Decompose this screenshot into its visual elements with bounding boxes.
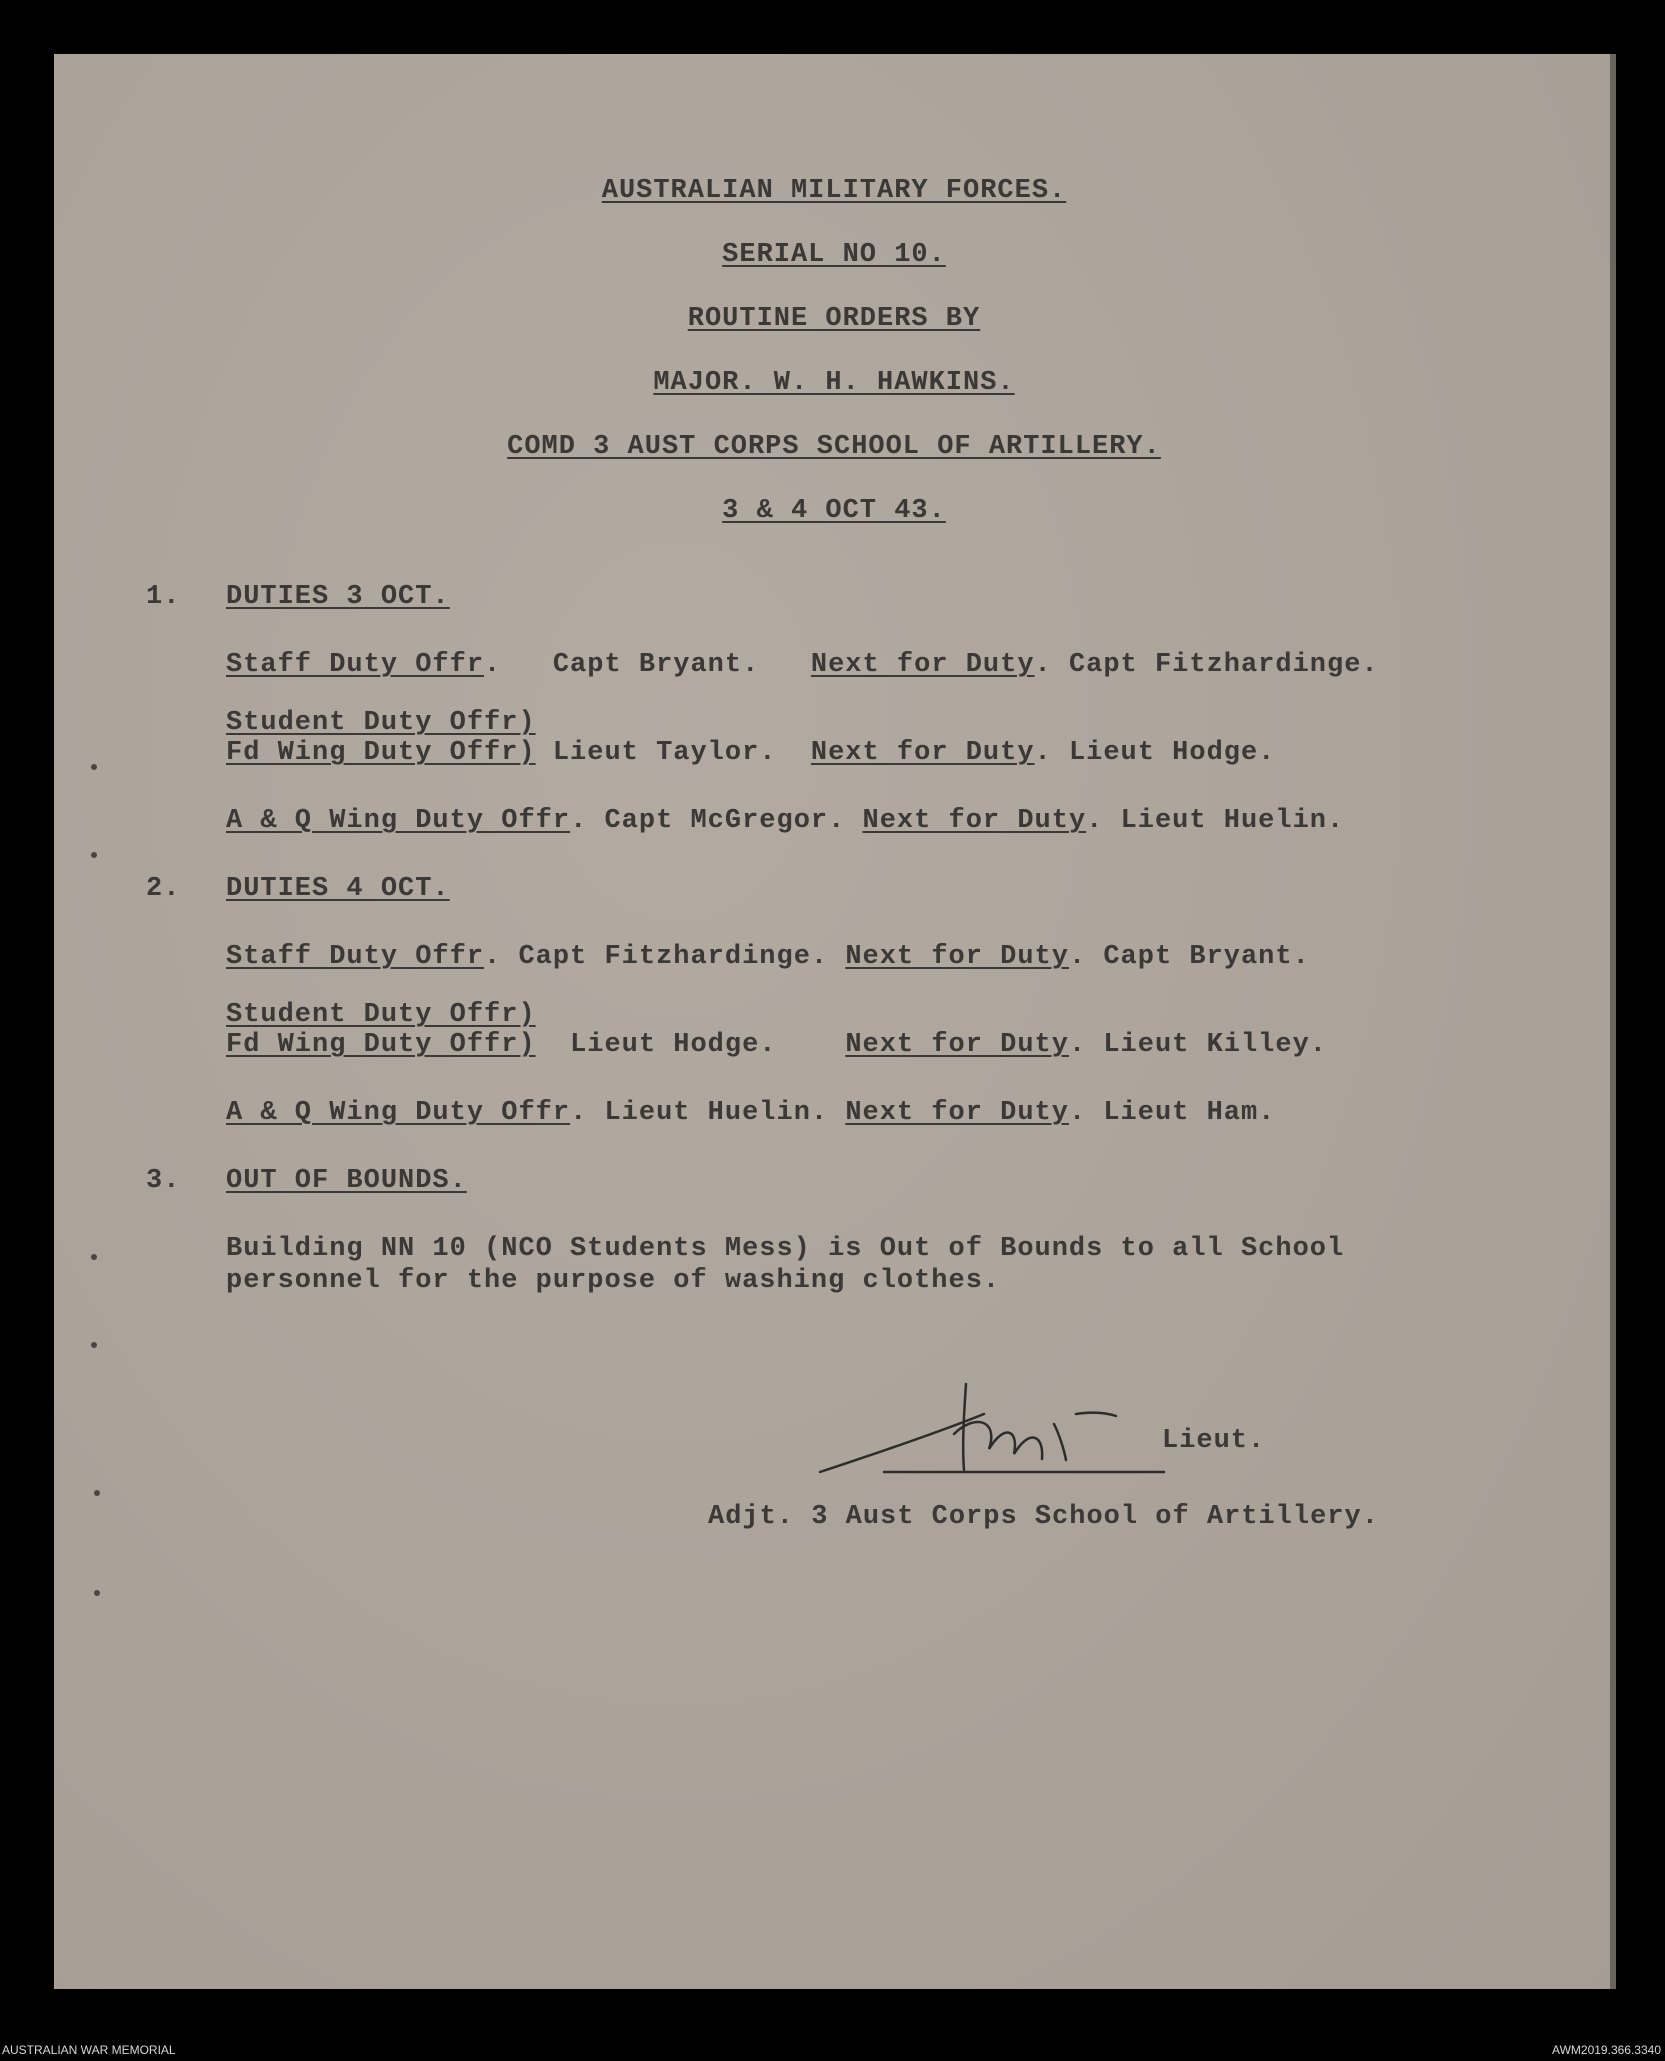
next-for-duty-label: Next for Duty [810,738,1035,768]
fd-wing-duty-label: Fd Wing Duty Offr) [226,738,536,768]
footer-source: AUSTRALIAN WAR MEMORIAL [2,2043,176,2057]
signature-title: Adjt. 3 Aust Corps School of Artillery. [708,1502,1379,1532]
next-for-duty-label: Next for Duty [845,942,1069,972]
item-number: 2. [146,874,181,904]
staff-duty-name: Capt Bryant. [552,650,760,680]
next-duty-name: Lieut Ham. [1103,1098,1276,1128]
next-for-duty-label: Next for Duty [862,806,1087,836]
staff-duty-row: Staff Duty Offr. Capt Bryant. Next for Duty. Capt Fitzhardinge. [226,650,1379,680]
aq-wing-duty-row: A & Q Wing Duty Offr. Capt McGregor. Next for Duty. Lieut Huelin. [226,806,1345,836]
punch-mark [94,1590,100,1596]
signature-rank: Lieut. [1162,1426,1266,1456]
item-heading: DUTIES 3 OCT. [226,582,450,612]
punch-mark [94,1490,100,1496]
header-line-serial: SERIAL NO 10. [722,240,946,270]
header-line-major: MAJOR. W. H. HAWKINS. [653,368,1015,398]
header-line-comd: COMD 3 AUST CORPS SCHOOL OF ARTILLERY. [507,432,1161,462]
next-for-duty-label: Next for Duty [845,1098,1069,1128]
next-duty-name: Lieut Hodge. [1068,738,1276,768]
item-number: 3. [146,1166,181,1196]
footer-accession-number: AWM2019.366.3340 [1552,2043,1661,2057]
header-line-forces: AUSTRALIAN MILITARY FORCES. [601,176,1067,206]
item-number: 1. [146,582,181,612]
out-of-bounds-text-line-1: Building NN 10 (NCO Students Mess) is Out of Bounds to all School [226,1234,1345,1264]
aq-wing-duty-label: A & Q Wing Duty Offr [226,806,571,836]
student-duty-name: Lieut Taylor. [552,738,777,768]
fd-wing-duty-row: Fd Wing Duty Offr) Lieut Hodge. Next for Duty. Lieut Killey. [226,1030,1327,1060]
fd-wing-duty-label: Fd Wing Duty Offr) [226,1030,536,1060]
staff-duty-row: Staff Duty Offr. Capt Fitzhardinge. Next for Duty. Capt Bryant. [226,942,1310,972]
aq-duty-name: Capt McGregor. [604,806,846,836]
next-for-duty-label: Next for Duty [845,1030,1069,1060]
document-page [54,54,1614,1989]
aq-duty-name: Lieut Huelin. [604,1098,829,1128]
next-duty-name: Capt Fitzhardinge. [1068,650,1379,680]
fd-wing-duty-row: Fd Wing Duty Offr) Lieut Taylor. Next for Duty. Lieut Hodge. [226,738,1276,768]
punch-mark [91,764,97,770]
punch-mark [91,1342,97,1348]
next-for-duty-label: Next for Duty [810,650,1035,680]
next-duty-name: Lieut Killey. [1103,1030,1327,1060]
student-duty-label: Student Duty Offr) [226,1000,536,1030]
student-duty-name: Lieut Hodge. [570,1030,777,1060]
aq-wing-duty-row: A & Q Wing Duty Offr. Lieut Huelin. Next for Duty. Lieut Ham. [226,1098,1276,1128]
staff-duty-name: Capt Fitzhardinge. [518,942,829,972]
item-heading: DUTIES 4 OCT. [226,874,450,904]
aq-wing-duty-label: A & Q Wing Duty Offr [226,1098,571,1128]
staff-duty-label: Staff Duty Offr [226,942,485,972]
staff-duty-label: Staff Duty Offr [226,650,485,680]
next-duty-name: Lieut Huelin. [1120,806,1345,836]
student-duty-label: Student Duty Offr) [226,708,536,738]
punch-mark [91,852,97,858]
next-duty-name: Capt Bryant. [1103,942,1310,972]
item-heading: OUT OF BOUNDS. [226,1166,467,1196]
header-line-routine: ROUTINE ORDERS BY [687,304,981,334]
header-line-date: 3 & 4 OCT 43. [722,496,946,526]
out-of-bounds-text-line-2: personnel for the purpose of washing clothes. [226,1266,1001,1296]
page-edge-shadow [1610,54,1616,1989]
punch-mark [91,1254,97,1260]
